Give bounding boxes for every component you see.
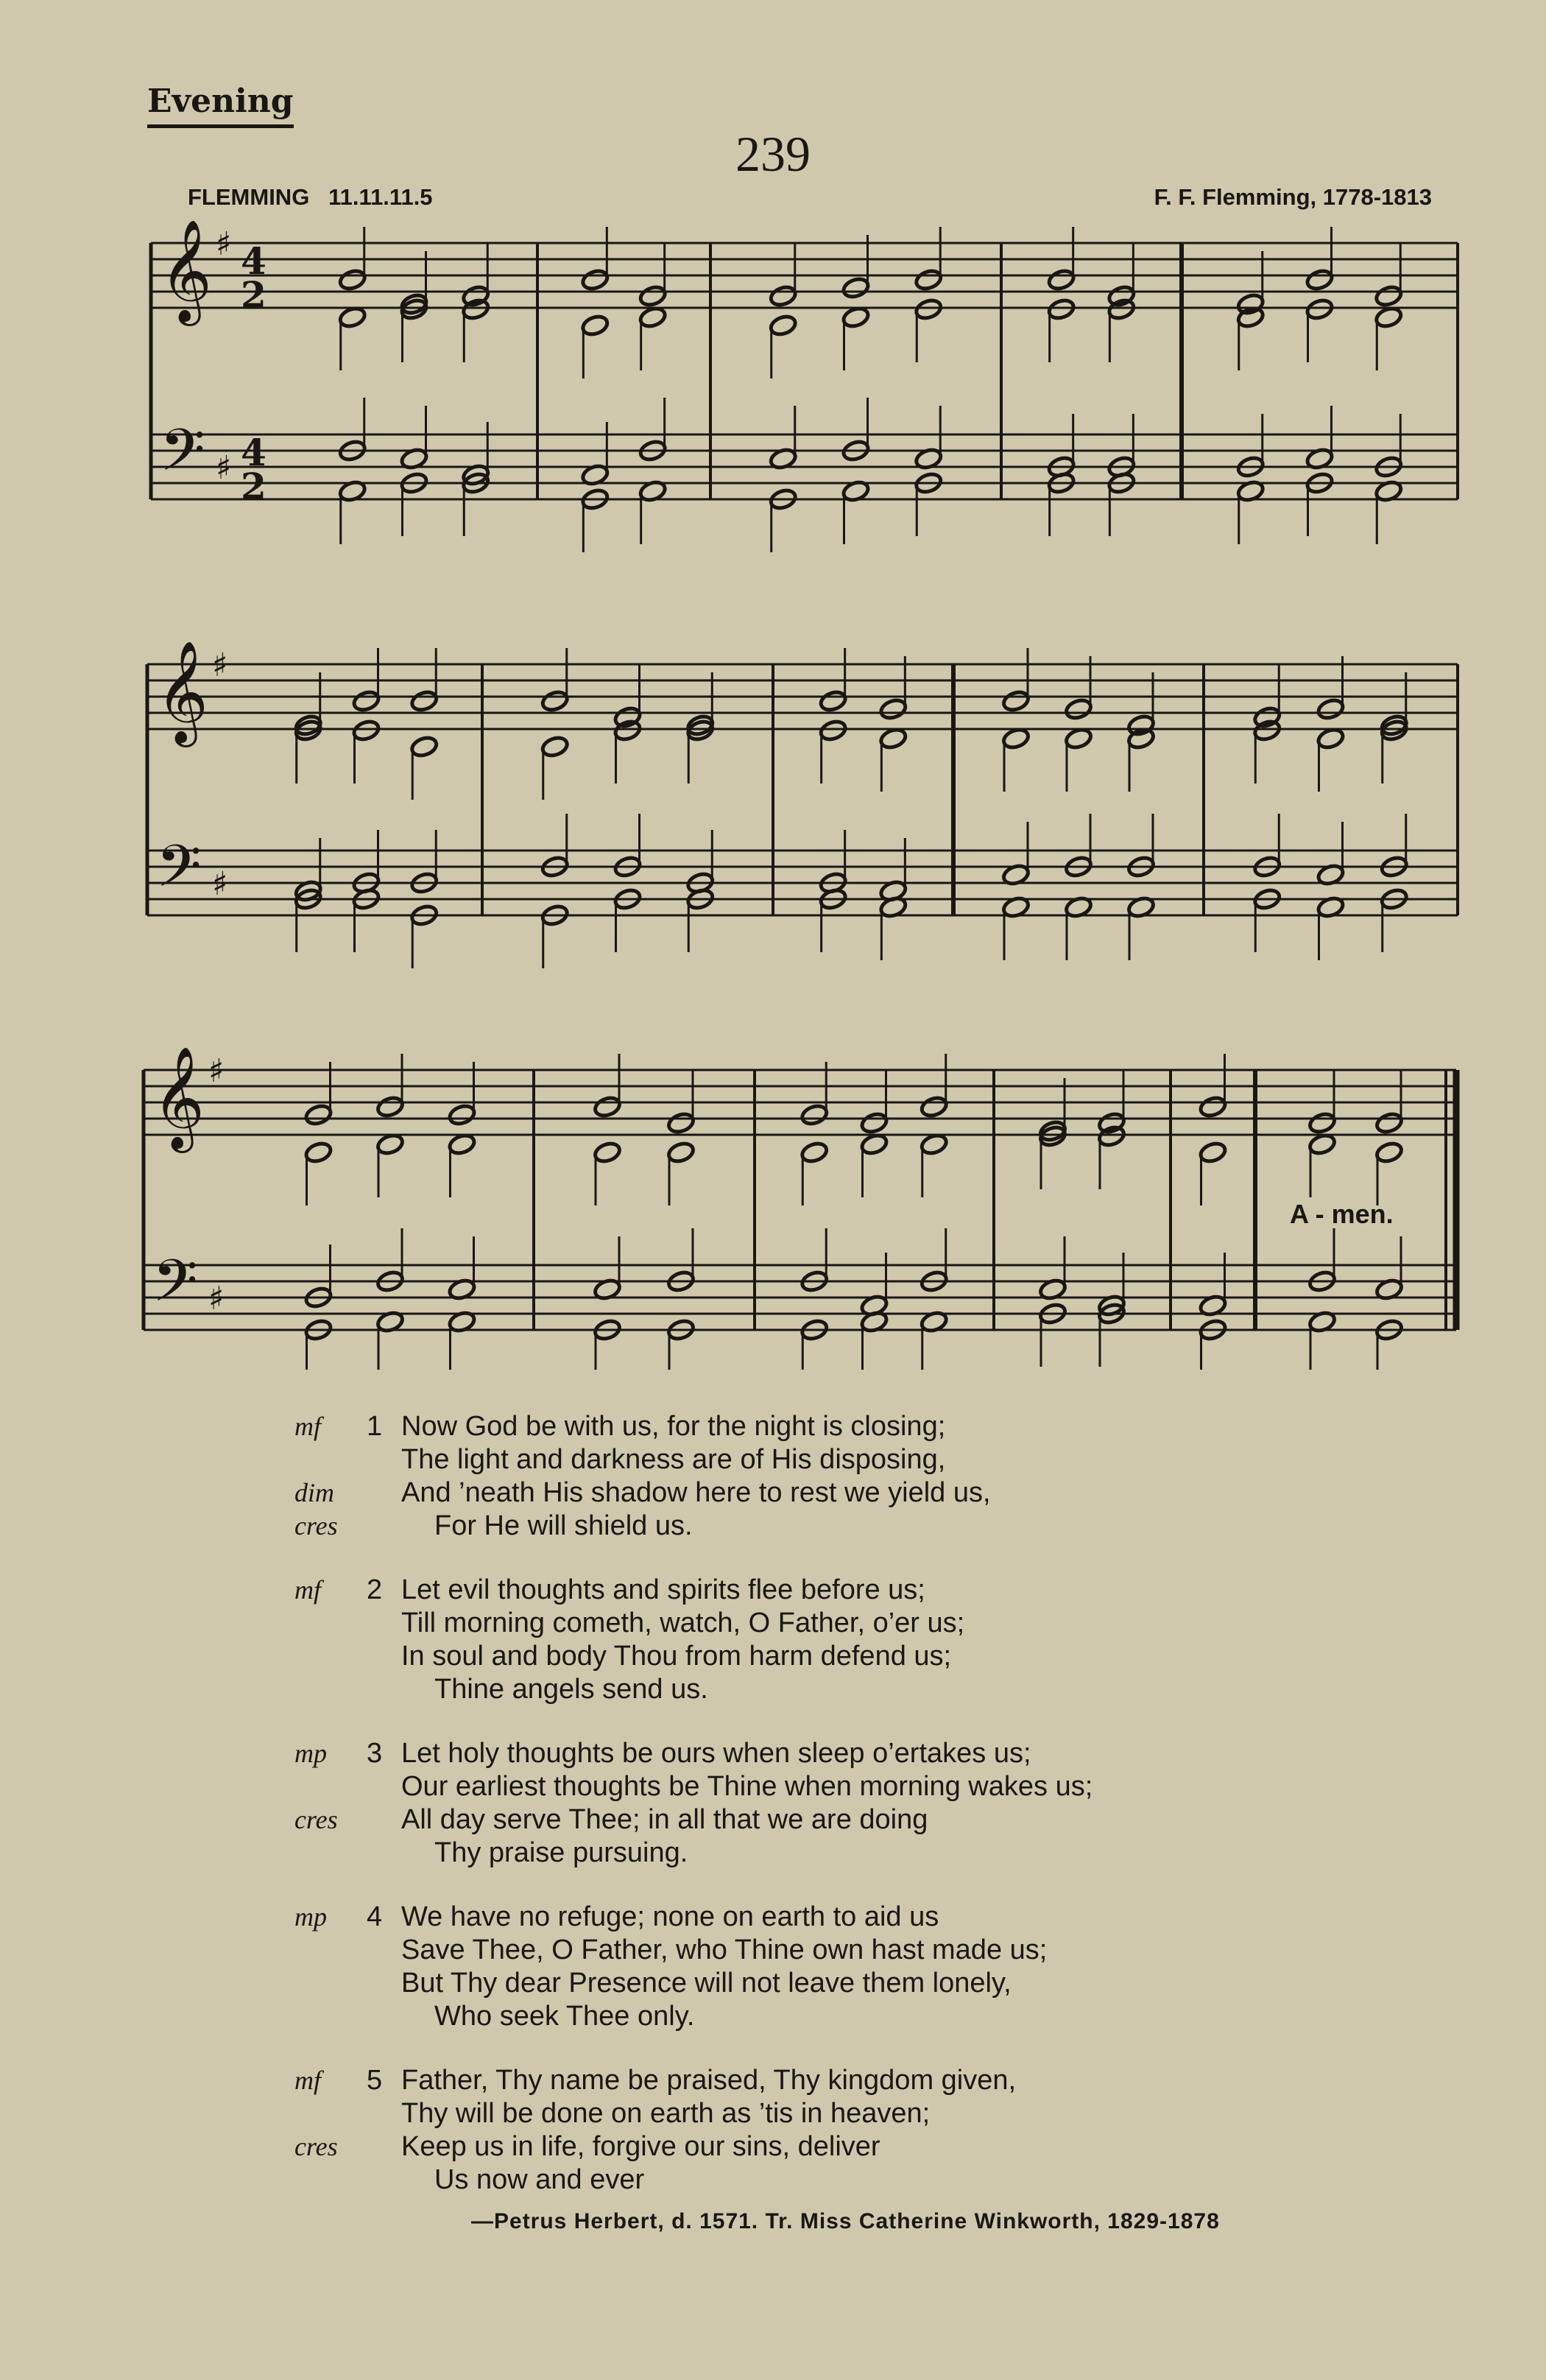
soprano-note (1307, 1111, 1336, 1135)
verse-text: Thy will be done on earth as ’tis in heaven; (401, 2098, 931, 2129)
soprano-note (841, 276, 870, 300)
alto-note (448, 1133, 476, 1156)
key-sharp: ♯ (208, 1280, 225, 1317)
verse-number: 4 (367, 1901, 383, 1932)
soprano-note (410, 689, 439, 713)
alto-note (410, 735, 439, 758)
treble-clef: 𝄞 (152, 1046, 205, 1149)
soprano-note (375, 1095, 404, 1119)
alto-note (841, 306, 870, 329)
time-signature-bottom: 2 (241, 465, 267, 508)
alto-note (352, 719, 381, 742)
key-sharp: ♯ (212, 647, 228, 684)
alto-note (1316, 727, 1345, 750)
composer: F. F. Flemming, 1778-1813 (1154, 184, 1432, 210)
bass-clef: 𝄢 (160, 416, 205, 499)
alto-note (1374, 306, 1403, 329)
soprano-note (581, 268, 610, 292)
treble-clef: 𝄞 (160, 219, 212, 322)
verse-text: Let evil thoughts and spirits flee before us; (401, 1574, 925, 1605)
soprano-note (879, 697, 908, 721)
soprano-note (914, 268, 943, 292)
soprano-note (860, 1111, 889, 1135)
soprano-note (338, 268, 367, 292)
verse-text: Our earliest thoughts be Thine when morning wakes us; (401, 1771, 1093, 1802)
verse-number: 5 (367, 2065, 383, 2096)
dynamic-marking: cres (294, 1511, 338, 1541)
verse-text: For He will shield us. (434, 1510, 693, 1541)
soprano-note (638, 284, 667, 308)
verse-text: Thine angels send us. (434, 1674, 708, 1705)
dynamic-marking: mf (294, 1412, 321, 1441)
verse-text: We have no refuge; none on earth to aid us (401, 1901, 939, 1932)
soprano-note (1374, 1111, 1403, 1135)
soprano-note (352, 689, 381, 713)
alto-note (581, 314, 610, 337)
hymn-number: 239 (735, 126, 811, 182)
verse-text: And ’neath His shadow here to rest we yield us, (401, 1477, 991, 1508)
verse-text: In soul and body Thou from harm defend us; (401, 1641, 952, 1672)
time-signature-top: 4 (241, 239, 267, 283)
key-sharp: ♯ (216, 449, 232, 487)
verse-number: 2 (367, 1574, 383, 1605)
dynamic-marking: cres (294, 1805, 338, 1834)
soprano-note (593, 1095, 621, 1119)
verse-text: Who seek Thee only. (434, 2001, 695, 2032)
amen-text: A - men. (1290, 1199, 1394, 1229)
alto-note (1001, 727, 1030, 750)
dynamic-marking: mp (294, 1739, 327, 1768)
verse-number: 1 (367, 1411, 383, 1442)
attribution: —Petrus Herbert, d. 1571. Tr. Miss Catherine Winkworth, 1829-1878 (471, 2209, 1220, 2233)
verse-text: But Thy dear Presence will not leave them lonely, (401, 1968, 1012, 1999)
time-signature-top: 4 (241, 431, 267, 474)
soprano-note (769, 284, 797, 308)
alto-note (1305, 298, 1334, 321)
alto-note (800, 1141, 829, 1164)
alto-note (338, 306, 367, 329)
verse-number: 3 (367, 1738, 383, 1769)
alto-note (1374, 1141, 1403, 1164)
key-sharp: ♯ (216, 225, 232, 263)
soprano-note (448, 1103, 476, 1127)
verse-text: Keep us in life, forgive our sins, deliver (401, 2131, 880, 2162)
verse-text: The light and darkness are of His disposing, (401, 1444, 946, 1475)
soprano-note (920, 1095, 948, 1119)
alto-note (540, 735, 569, 758)
alto-note (1307, 1133, 1336, 1156)
soprano-note (1374, 284, 1403, 308)
tune-meter: 11.11.11.5 (328, 184, 433, 210)
section-title: Evening (147, 82, 294, 128)
soprano-note (1305, 268, 1334, 292)
dynamic-marking: cres (294, 2132, 338, 2161)
verse-text: Now God be with us, for the night is closing; (401, 1411, 946, 1442)
verse-text: Let holy thoughts be ours when sleep o’ertakes us; (401, 1738, 1031, 1769)
verse-text: Father, Thy name be praised, Thy kingdom given, (401, 2065, 1017, 2096)
soprano-note (666, 1111, 695, 1135)
verse-text: Us now and ever (434, 2164, 645, 2195)
soprano-note (1064, 697, 1093, 721)
alto-note (860, 1133, 889, 1156)
alto-note (375, 1133, 404, 1156)
verse-text: All day serve Thee; in all that we are doing (401, 1804, 928, 1835)
alto-note (593, 1141, 621, 1164)
alto-note (819, 719, 847, 742)
tune-name: FLEMMING (188, 184, 310, 210)
alto-note (304, 1141, 333, 1164)
alto-note (769, 314, 797, 337)
soprano-note (800, 1103, 829, 1127)
verse-text: Thy praise pursuing. (434, 1837, 688, 1868)
alto-note (1047, 298, 1076, 321)
alto-note (879, 727, 908, 750)
alto-note (1064, 727, 1093, 750)
soprano-note (1199, 1095, 1227, 1119)
alto-note (914, 298, 943, 321)
alto-note (638, 306, 667, 329)
alto-note (666, 1141, 695, 1164)
key-sharp: ♯ (208, 1052, 225, 1090)
soprano-note (1047, 268, 1076, 292)
dynamic-marking: mp (294, 1902, 327, 1932)
time-signature-bottom: 2 (241, 273, 267, 317)
verse-text: Save Thee, O Father, who Thine own hast made us; (401, 1934, 1048, 1965)
alto-note (920, 1133, 948, 1156)
key-sharp: ♯ (212, 865, 228, 903)
bass-clef: 𝄢 (156, 832, 202, 915)
soprano-note (540, 689, 569, 713)
treble-clef: 𝄞 (156, 641, 208, 743)
alto-note (1199, 1141, 1227, 1164)
dynamic-marking: mf (294, 1575, 321, 1605)
dynamic-marking: dim (294, 1478, 334, 1507)
soprano-note (304, 1103, 333, 1127)
soprano-note (819, 689, 847, 713)
soprano-note (1316, 697, 1345, 721)
bass-clef: 𝄢 (152, 1247, 198, 1329)
dynamic-marking: mf (294, 2066, 321, 2095)
soprano-note (1001, 689, 1030, 713)
verse-text: Till morning cometh, watch, O Father, o’er us; (401, 1608, 965, 1638)
